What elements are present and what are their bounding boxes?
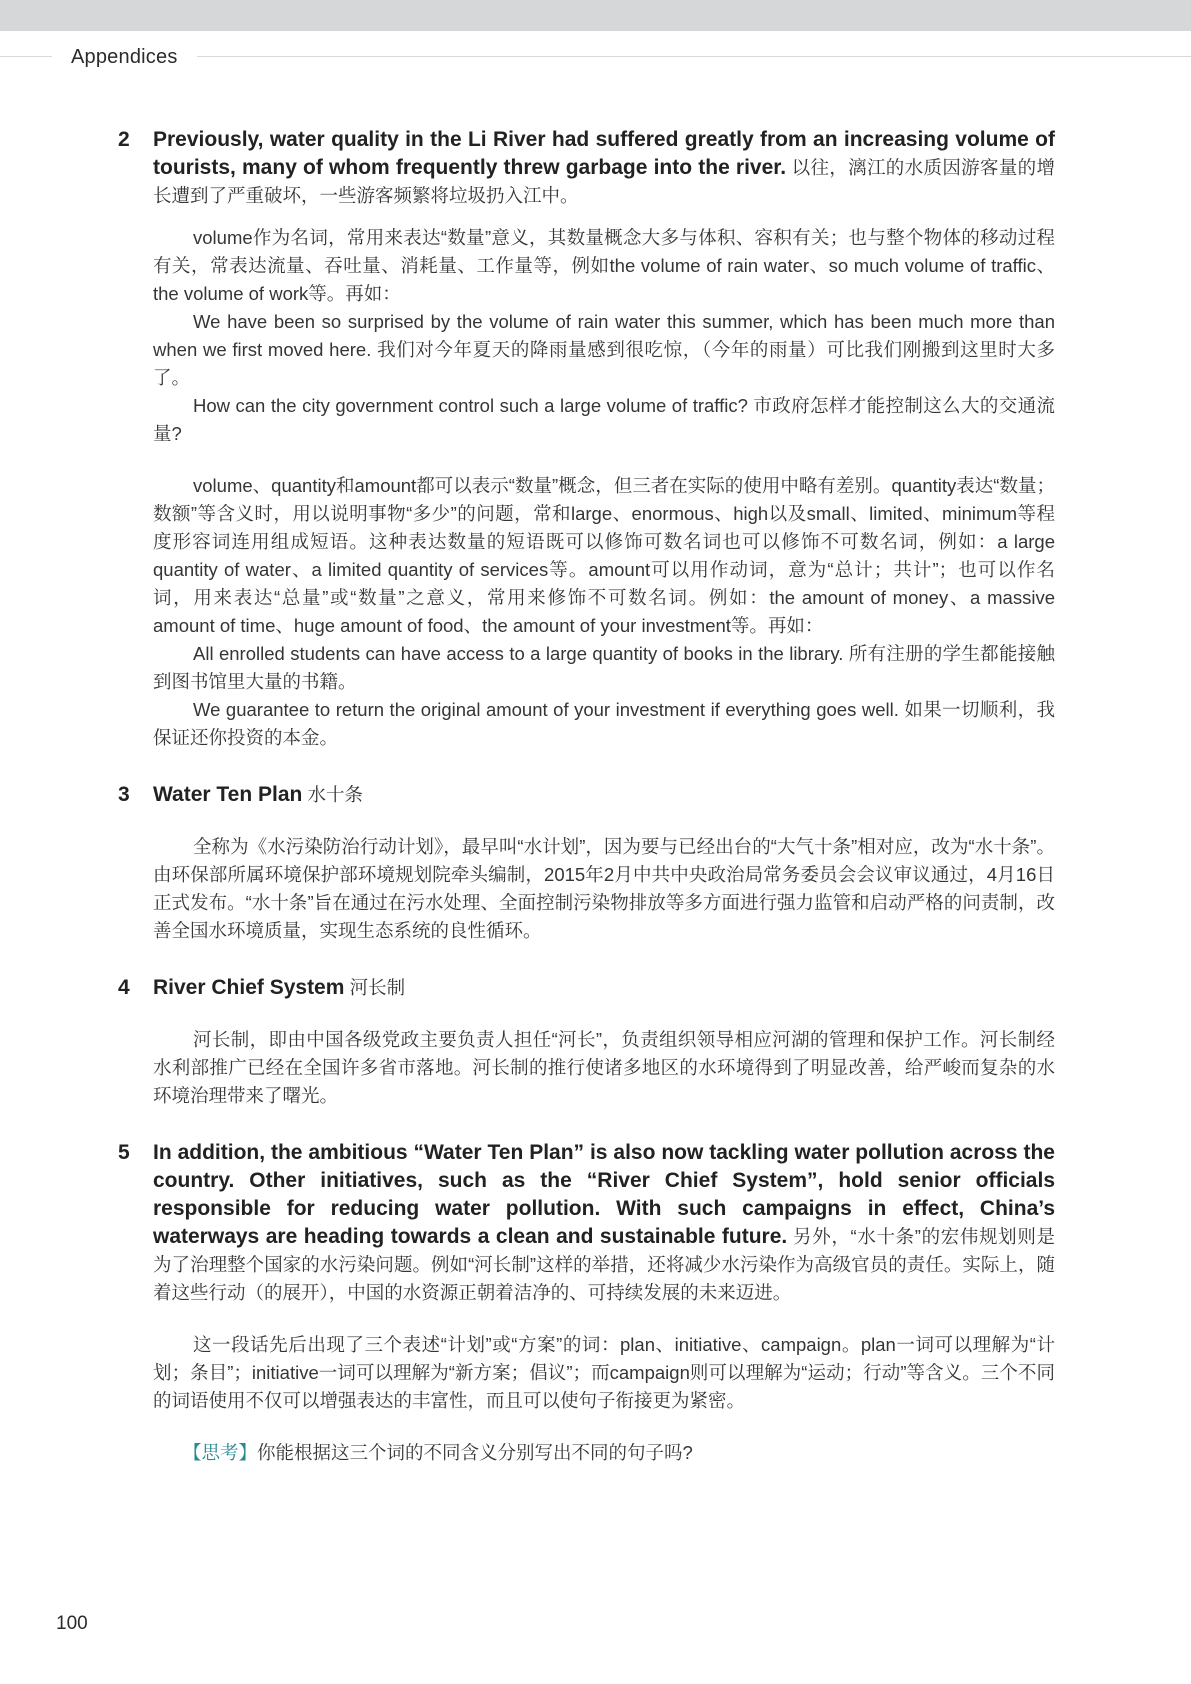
heading-english: River Chief System [153,976,345,999]
header-rule-right [197,56,1191,57]
note-paragraph: 河长制，即由中国各级党政主要负责人担任“河长”，负责组织领导相应河湖的管理和保护工作。河长制经水利部推广已经在全国许多省市落地。河长制的推行使诸多地区的水环境得到了明显改善，给严峻而复杂的水环境治理带来了曙光。 [153,1029,1055,1106]
page-number: 100 [56,1613,88,1634]
note-paragraph: volume作为名词，常用来表达“数量”意义，其数量概念大多与体积、容积有关；也与整个物体的移动过程有关，常表达流量、吞吐量、消耗量、工作量等，例如the volume of rain water、so much volume of traffic、the volume of work等。再如： [153,227,1055,304]
top-band [0,0,1191,31]
headline-english: In addition, the ambitious “Water Ten Plan” is also now tackling water pollution across the country. Other initiatives, such as the “River Chief System”, hold senior officials responsible for reducing water pollution. With such campaigns in effect, China’s waterways are heading towards a clean and sustainable future. [153,1141,1055,1248]
think-tag: 【思考】 [183,1442,258,1463]
note-paragraph: 全称为《水污染防治行动计划》，最早叫“水计划”，因为要与已经出台的“大气十条”相对应，改为“水十条”。由环保部所属环境保护部环境规划院牵头编制，2015年2月中共中央政治局常务委员会会议审议通过，4月16日正式发布。“水十条”旨在通过在污水处理、全面控制污染物排放等多方面进行强力监管和启动严格的问责制，改善全国水环境质量，实现生态系统的良性循环。 [153,836,1055,941]
entry-number: 5 [118,1141,130,1164]
headline-english: Previously, water quality in the Li River had suffered greatly from an increasing volume of tourists, many of whom frequently threw garbage into the river. [153,128,1055,179]
example-sentence: How can the city government control such a large volume of traffic? 市政府怎样才能控制这么大的交通流量? [153,395,1055,444]
entry-headline [153,126,1055,210]
entry-3 [118,781,1055,945]
heading-english: Water Ten Plan [153,783,303,806]
heading-chinese: 河长制 [349,977,406,998]
think-prompt [153,1439,1055,1467]
note-paragraph: volume、quantity和amount都可以表示“数量”概念，但三者在实际的使用中略有差别。quantity表达“数量；数额”等含义时，用以说明事物“多少”的问题，常和large、enormous、high以及small、limited、minimum等程度形容词连用组成短语。这种表达数量的短语既可以修饰可数名词也可以修饰不可数名词，例如：a large quantity of water、a limited quantity of services等。amount可以用作动词，意为“总计；共计”；也可以作名词，用来表达“总量”或“数量”之意义，常用来修饰不可数名词。例如：the amount of money、a massive amount of time、huge amount of food、the amount of your investment等。再如： [153,475,1055,636]
entry-number: 2 [118,128,130,151]
page-content [118,126,1055,1467]
note-paragraph: 这一段话先后出现了三个表述“计划”或“方案”的词：plan、initiative、campaign。plan一词可以理解为“计划；条目”；initiative一词可以理解为“新方案；倡议”；而campaign则可以理解为“运动；行动”等含义。三个不同的词语使用不仅可以增强表达的丰富性，而且可以使句子衔接更为紧密。 [153,1334,1055,1411]
entry-heading [153,974,1055,1002]
header-rule-left [0,56,52,57]
entry-4 [118,974,1055,1110]
entry-5 [118,1139,1055,1467]
headline-chinese: 另外，“水十条”的宏伟规划则是为了治理整个国家的水污染问题。例如“河长制”这样的举措，还将减少水污染作为高级官员的责任。实际上，随着这些行动（的展开），中国的水资源正朝着洁净的、可持续发展的未来迈进。 [153,1226,1055,1303]
entry-2 [118,126,1055,752]
running-head: Appendices [71,46,178,68]
entry-heading [153,781,1055,809]
example-sentence: All enrolled students can have access to a large quantity of books in the library. 所有注册的学生都能接触到图书馆里大量的书籍。 [153,643,1055,692]
entry-number: 4 [118,976,130,999]
entry-headline [153,1139,1055,1307]
headline-chinese: 以往，漓江的水质因游客量的增长遭到了严重破坏，一些游客频繁将垃圾扔入江中。 [153,157,1055,206]
entry-number: 3 [118,783,130,806]
think-text: 你能根据这三个词的不同含义分别写出不同的句子吗? [257,1442,693,1463]
example-sentence: We guarantee to return the original amount of your investment if everything goes well. 如果一切顺利，我保证还你投资的本金。 [153,699,1055,748]
heading-chinese: 水十条 [307,784,364,805]
example-sentence: We have been so surprised by the volume of rain water this summer, which has been much more than when we first moved here. 我们对今年夏天的降雨量感到很吃惊，（今年的雨量）可比我们刚搬到这里时大多了。 [153,311,1055,388]
